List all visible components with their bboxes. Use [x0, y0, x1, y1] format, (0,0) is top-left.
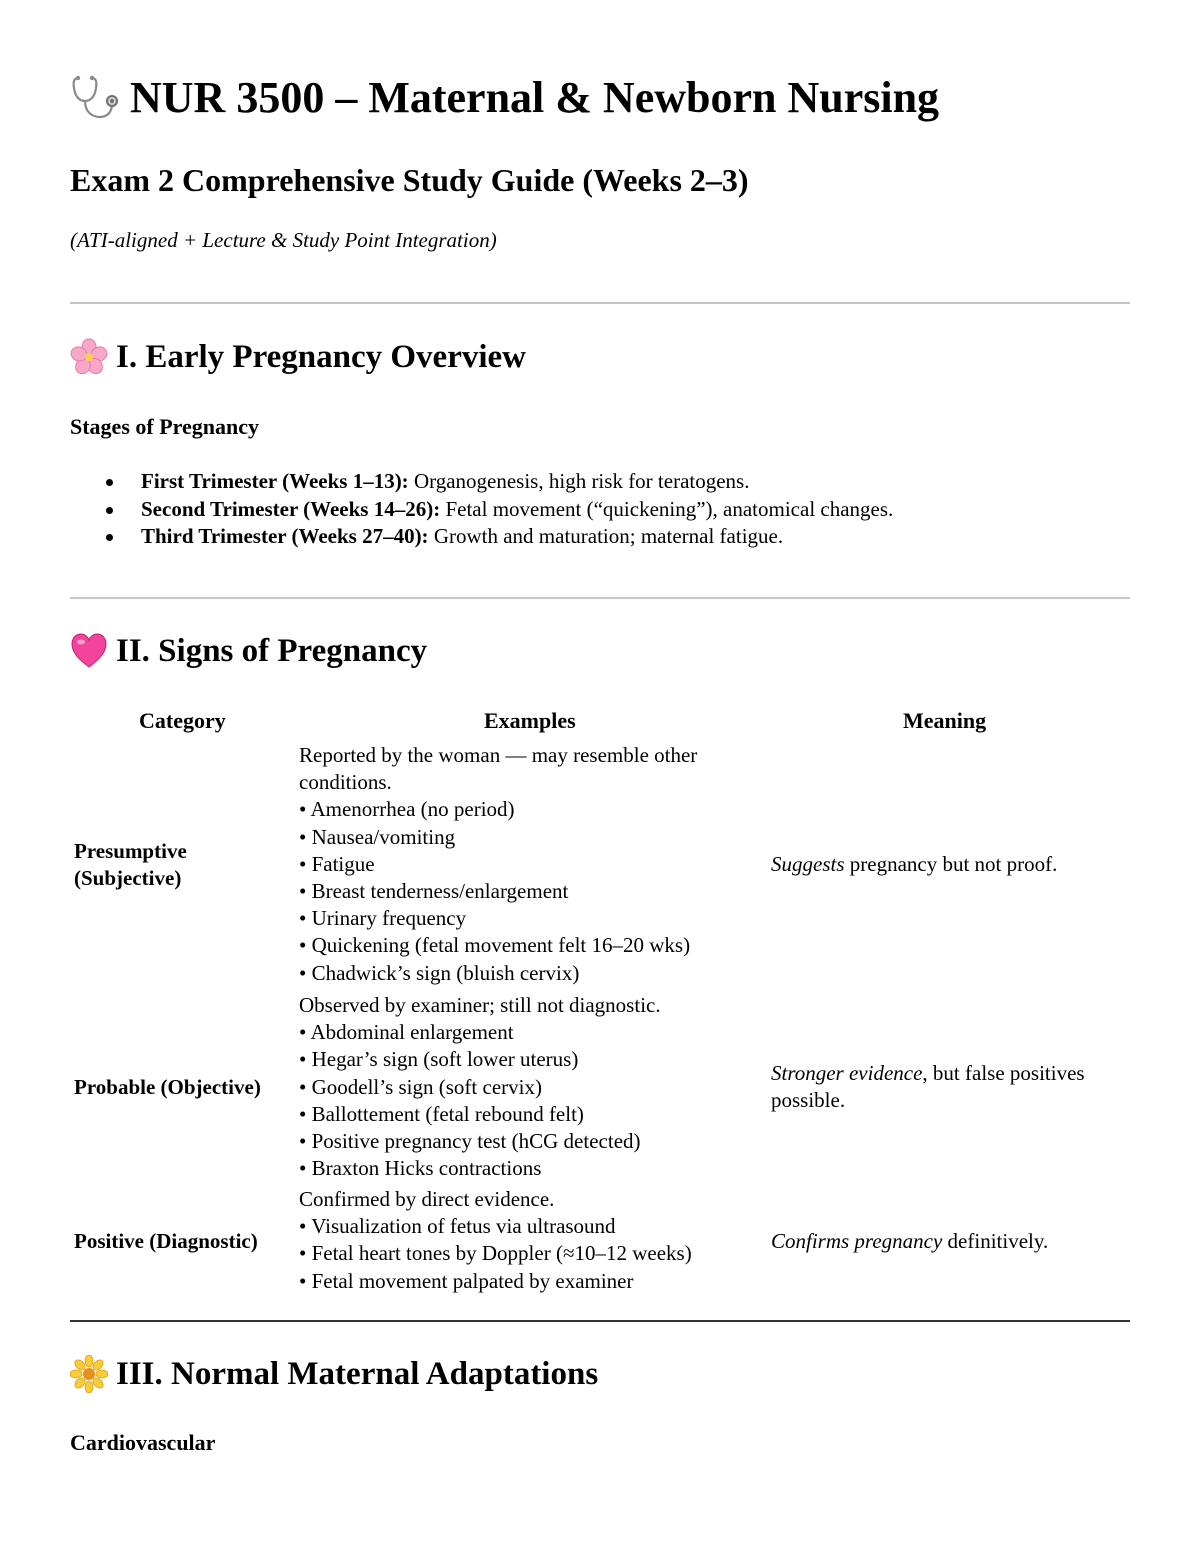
- document-subtitle: Exam 2 Comprehensive Study Guide (Weeks 2–3): [70, 162, 749, 198]
- examples-intro: Observed by examiner; still not diagnostic.: [299, 993, 661, 1017]
- title-row: [70, 72, 939, 123]
- example-item: • Breast tenderness/enlargement: [299, 879, 569, 904]
- examples-intro: Confirmed by direct evidence.: [299, 1187, 555, 1211]
- example-item: • Ballottement (fetal rebound felt): [299, 1101, 584, 1126]
- meaning-text: , but false positives possible.: [771, 1061, 1085, 1112]
- example-item: • Goodell’s sign (soft cervix): [299, 1074, 542, 1099]
- section-2-heading: [70, 632, 427, 670]
- stages-subheading: Stages of Pregnancy: [70, 414, 260, 439]
- section-1-title: I. Early Pregnancy Overview: [116, 338, 526, 375]
- list-item: [70, 468, 893, 496]
- example-item: • Fetal heart tones by Doppler (≈10–12 weeks): [299, 1241, 692, 1266]
- example-item: • Urinary frequency: [299, 906, 467, 931]
- list-item: [70, 523, 893, 551]
- item-text: Growth and maturation; maternal fatigue.: [428, 524, 784, 548]
- example-item: • Nausea/vomiting: [299, 824, 456, 849]
- blossom-icon: [70, 1355, 108, 1393]
- section-2-title: II. Signs of Pregnancy: [116, 632, 428, 669]
- meaning-cell: [771, 1228, 1131, 1255]
- document-note: (ATI-aligned + Lecture & Study Point Integration): [70, 228, 497, 252]
- meaning-emphasis: Confirms pregnancy: [771, 1229, 943, 1253]
- cherry-blossom-icon: [70, 338, 108, 376]
- cardiovascular-subheading: Cardiovascular: [70, 1430, 216, 1455]
- category-cell: Presumptive (Subjective): [74, 839, 187, 890]
- divider: [70, 1320, 1130, 1322]
- examples-intro: Reported by the woman — may resemble other conditions.: [299, 743, 698, 795]
- example-item: • Fatigue: [299, 851, 375, 876]
- examples-cell: [299, 1186, 769, 1295]
- example-item: • Positive pregnancy test (hCG detected): [299, 1129, 641, 1154]
- examples-cell: [299, 992, 769, 1182]
- item-label: Second Trimester (Weeks 14–26):: [141, 496, 441, 521]
- category-cell: Probable (Objective): [74, 1075, 261, 1099]
- example-item: • Amenorrhea (no period): [299, 797, 515, 822]
- meaning-emphasis: Stronger evidence: [771, 1061, 923, 1085]
- section-3-heading: [70, 1355, 598, 1393]
- category-cell: Positive (Diagnostic): [74, 1229, 258, 1253]
- meaning-text: definitively.: [942, 1229, 1049, 1253]
- item-text: Organogenesis, high risk for teratogens.: [408, 469, 750, 493]
- examples-cell: [299, 742, 769, 987]
- item-label: First Trimester (Weeks 1–13):: [141, 469, 409, 493]
- item-text: Fetal movement (“quickening”), anatomical changes.: [440, 496, 894, 521]
- divider: [70, 302, 1130, 304]
- example-item: • Visualization of fetus via ultrasound: [299, 1214, 616, 1239]
- stethoscope-icon: [70, 74, 122, 122]
- example-item: • Fetal movement palpated by examiner: [299, 1268, 634, 1293]
- trimester-list: [70, 468, 893, 551]
- pink-heart-icon: [70, 632, 108, 670]
- column-header-category: Category: [139, 708, 226, 733]
- section-1-heading: [70, 338, 526, 376]
- divider: [70, 597, 1130, 599]
- document-title: NUR 3500 – Maternal & Newborn Nursing: [130, 73, 940, 122]
- section-3-title: III. Normal Maternal Adaptations: [116, 1355, 599, 1392]
- example-item: • Chadwick’s sign (bluish cervix): [299, 960, 580, 985]
- meaning-cell: [771, 851, 1131, 878]
- example-item: • Braxton Hicks contractions: [299, 1156, 542, 1181]
- column-header-examples: Examples: [484, 708, 576, 733]
- meaning-cell: [771, 1060, 1131, 1114]
- item-label: Third Trimester (Weeks 27–40):: [141, 524, 429, 548]
- meaning-text: pregnancy but not proof.: [844, 852, 1058, 876]
- meaning-emphasis: Suggests: [771, 852, 845, 876]
- column-header-meaning: Meaning: [903, 708, 987, 733]
- example-item: • Abdominal enlargement: [299, 1020, 514, 1045]
- example-item: • Hegar’s sign (soft lower uterus): [299, 1047, 579, 1072]
- example-item: • Quickening (fetal movement felt 16–20 wks): [299, 933, 691, 958]
- list-item: [70, 496, 893, 524]
